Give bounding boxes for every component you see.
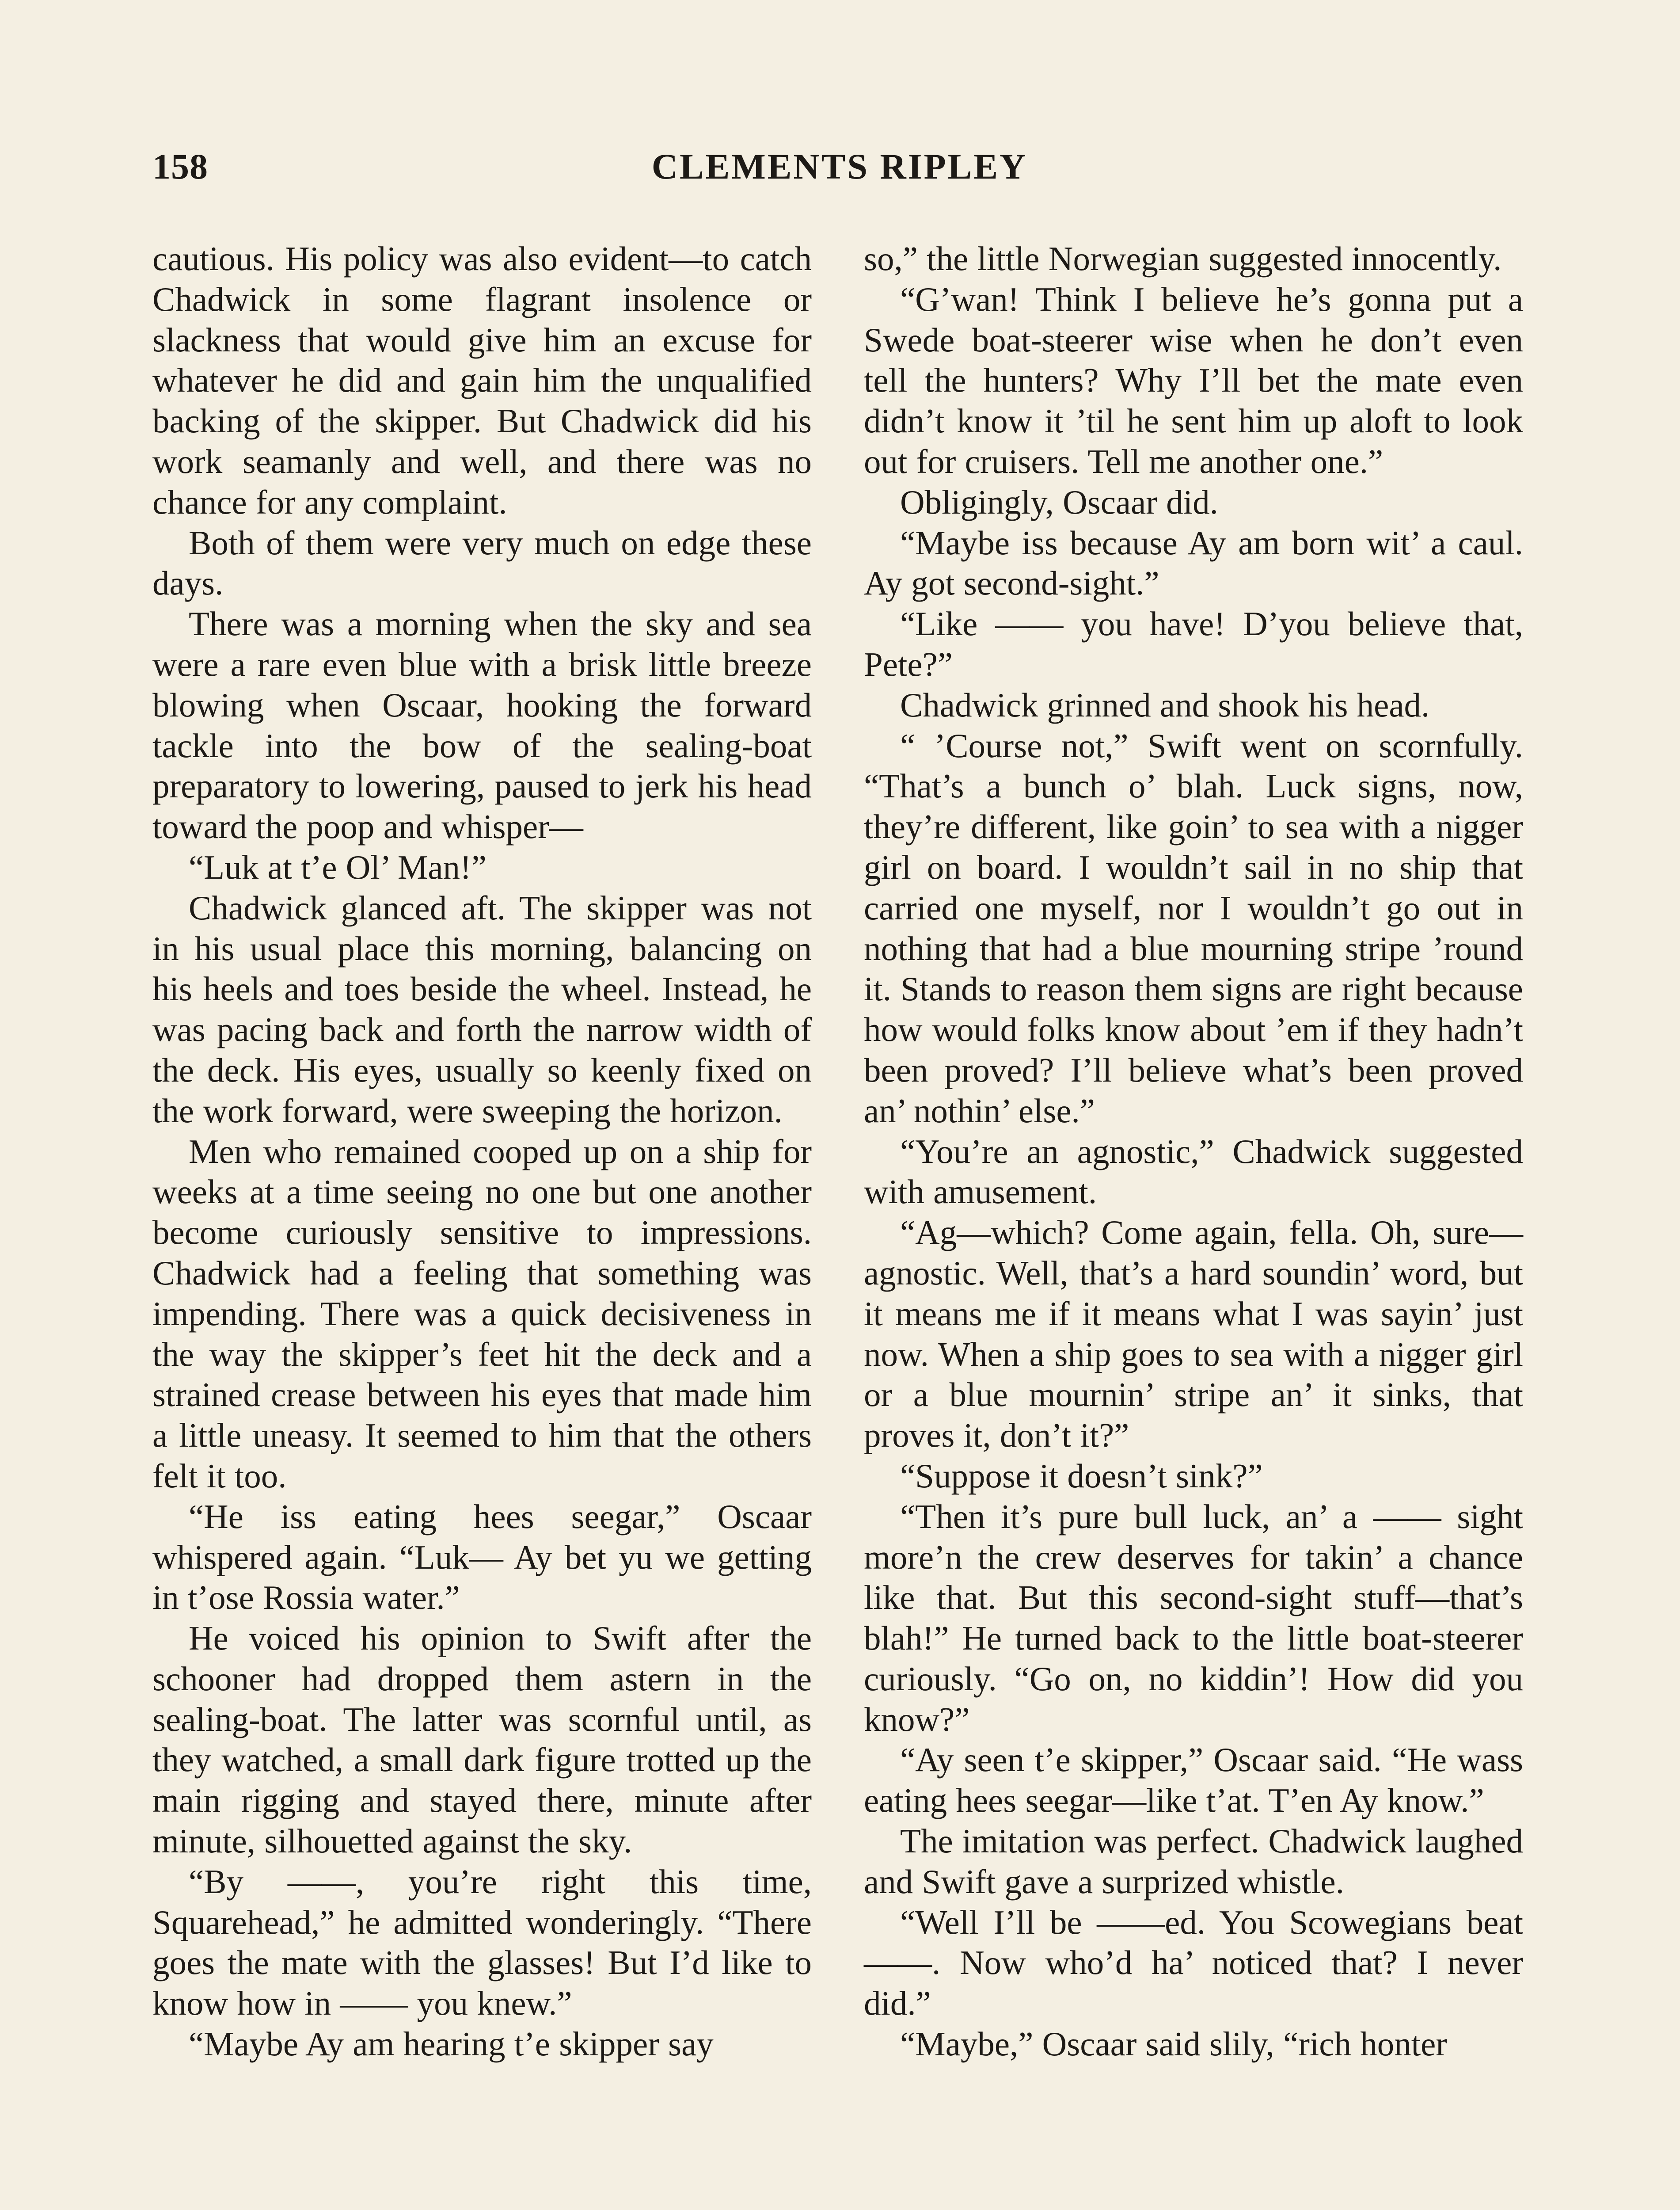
paragraph: Men who remained cooped up on a ship for weeks at a time seeing no one but one another become curiously sensitive to impressions. Chadwick had a feeling that something was impending. There was a quick decisiveness in the way the skipper’s feet hit the deck and a strained crease between his eyes that made him a little uneasy. It seemed to him that the others felt it too. <box>152 1132 812 1495</box>
right-column <box>864 239 1523 2065</box>
paragraph: “Maybe Ay am hearing t’e skipper say <box>189 2025 714 2063</box>
paragraph: “Maybe,” Oscaar said slily, “rich honter <box>900 2025 1447 2063</box>
paragraph: so,” the little Norwegian suggested innocently. <box>864 240 1502 278</box>
paragraph: “Well I’ll be ——ed. You Scowegians beat ——. Now who’d ha’ noticed that? I never did.” <box>864 1903 1523 2023</box>
paragraph: “Ay seen t’e skipper,” Oscaar said. “He wass eating hees seegar—like t’at. T’en Ay know.” <box>864 1741 1523 1820</box>
paragraph: “Maybe iss because Ay am born wit’ a caul. Ay got second-sight.” <box>864 523 1523 602</box>
paragraph: “Like —— you have! D’you believe that, Pete?” <box>864 605 1523 683</box>
paragraph: Chadwick grinned and shook his head. <box>900 686 1430 724</box>
paragraph: “Suppose it doesn’t sink?” <box>900 1456 1263 1495</box>
page-number: 158 <box>152 146 208 187</box>
paragraph: “He iss eating hees seegar,” Oscaar whispered again. “Luk— Ay bet yu we getting in t’ose Rossia water.” <box>152 1497 812 1617</box>
paragraph: Both of them were very much on edge these days. <box>152 523 812 602</box>
left-column <box>152 239 812 2065</box>
paragraph: Obligingly, Oscaar did. <box>900 483 1218 521</box>
paragraph: The imitation was perfect. Chadwick laughed and Swift gave a surprized whistle. <box>864 1822 1523 1901</box>
paragraph: He voiced his opinion to Swift after the schooner had dropped them astern in the sealing-boat. The latter was scornful until, as they watched, a small dark figure trotted up the main rigging and stayed there, minute after minute, silhouetted against the sky. <box>152 1619 812 1860</box>
paragraph: “By ——, you’re right this time, Squarehead,” he admitted wonderingly. “There goes the mate with the glasses! But I’d like to know how in —— you knew.” <box>152 1862 812 2023</box>
paragraph: “ ’Course not,” Swift went on scornfully. “That’s a bunch o’ blah. Luck signs, now, they’re different, like goin’ to sea with a nigger girl on board. I wouldn’t sail in no ship that carried one myself, nor I wouldn’t go out in nothing that had a blue mourning stripe ’round it. Stands to reason them signs are right because how would folks know about ’em if they hadn’t been proved? I’ll believe what’s been proved an’ nothin’ else.” <box>864 726 1523 1130</box>
paragraph: There was a morning when the sky and sea were a rare even blue with a brisk little breeze blowing when Oscaar, hooking the forward tackle into the bow of the sealing-boat preparatory to lowering, paused to jerk his head toward the poop and whisper— <box>152 605 812 846</box>
page-header <box>152 146 1527 199</box>
running-head: CLEMENTS RIPLEY <box>651 146 1028 187</box>
paragraph: “Then it’s pure bull luck, an’ a —— sight more’n the crew deserves for takin’ a chance like that. But this second-sight stuff—that’s blah!” He turned back to the little boat-steerer curiously. “Go on, no kiddin’! How did you know?” <box>864 1497 1523 1738</box>
paragraph: “G’wan! Think I believe he’s gonna put a Swede boat-steerer wise when he don’t even tell the hunters? Why I’ll bet the mate even didn’t know it ’til he sent him up aloft to look out for cruisers. Tell me another one.” <box>864 280 1523 480</box>
paragraph: “Luk at t’e Ol’ Man!” <box>189 848 487 886</box>
paragraph: cautious. His policy was also evident—to catch Chadwick in some flagrant insolence or slackness that would give him an excuse for whatever he did and gain him the unqualified backing of the skipper. But Chadwick did his work seamanly and well, and there was no chance for any complaint. <box>152 240 812 521</box>
paragraph: “You’re an agnostic,” Chadwick suggested with amusement. <box>864 1132 1523 1211</box>
paragraph: “Ag—which? Come again, fella. Oh, sure—agnostic. Well, that’s a hard soundin’ word, but it means me if it means what I was sayin’ just now. When a ship goes to sea with a nigger girl or a blue mournin’ stripe an’ it sinks, that proves it, don’t it?” <box>864 1213 1523 1455</box>
paragraph: Chadwick glanced aft. The skipper was not in his usual place this morning, balancing on his heels and toes beside the wheel. Instead, he was pacing back and forth the narrow width of the deck. His eyes, usually so keenly fixed on the work forward, were sweeping the horizon. <box>152 888 812 1130</box>
